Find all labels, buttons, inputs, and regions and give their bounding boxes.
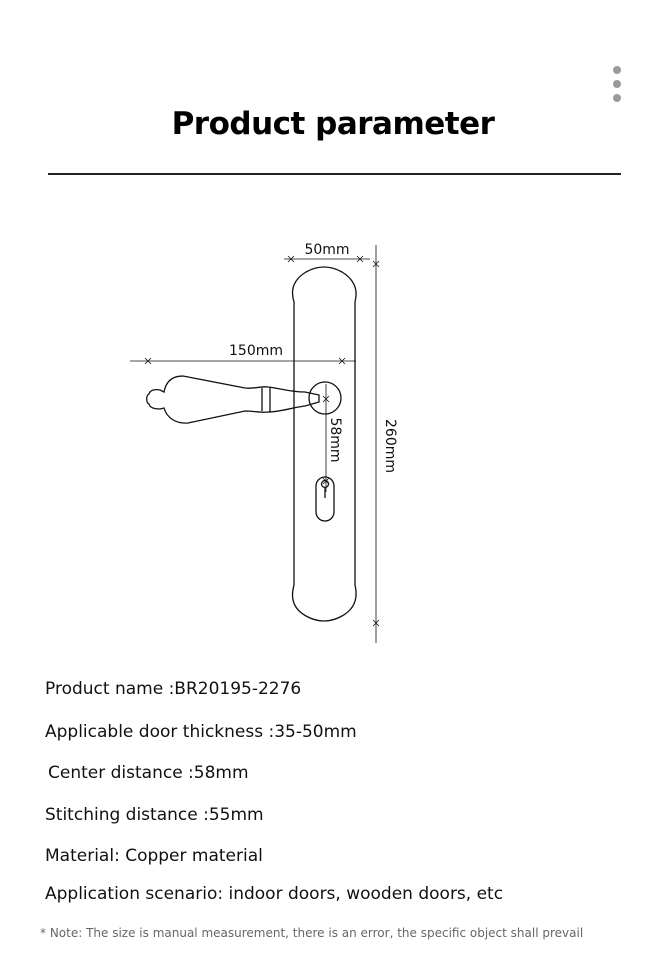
backplate-outline xyxy=(293,267,357,621)
center-dimension-label: 58mm xyxy=(327,417,343,463)
length-dimension-label: 150mm xyxy=(229,343,283,359)
measurement-note: * Note: The size is manual measurement, there is an error, the specific object shall prevail xyxy=(40,926,584,940)
height-dimension-label: 260mm xyxy=(382,419,398,473)
spec-door-thickness: Applicable door thickness :35-50mm xyxy=(45,722,357,742)
keyhole-icon xyxy=(316,477,334,521)
page-title: Product parameter xyxy=(171,106,495,142)
spec-application-scenario: Application scenario: indoor doors, wooden doors, etc xyxy=(45,884,504,904)
spec-stitching-distance: Stitching distance :55mm xyxy=(45,805,264,825)
spec-product-name: Product name :BR20195-2276 xyxy=(45,679,302,699)
lever-handle xyxy=(147,376,319,423)
spec-material: Material: Copper material xyxy=(45,846,263,866)
width-dimension-label: 50mm xyxy=(304,242,350,258)
spec-center-distance: Center distance :58mm xyxy=(48,763,249,783)
